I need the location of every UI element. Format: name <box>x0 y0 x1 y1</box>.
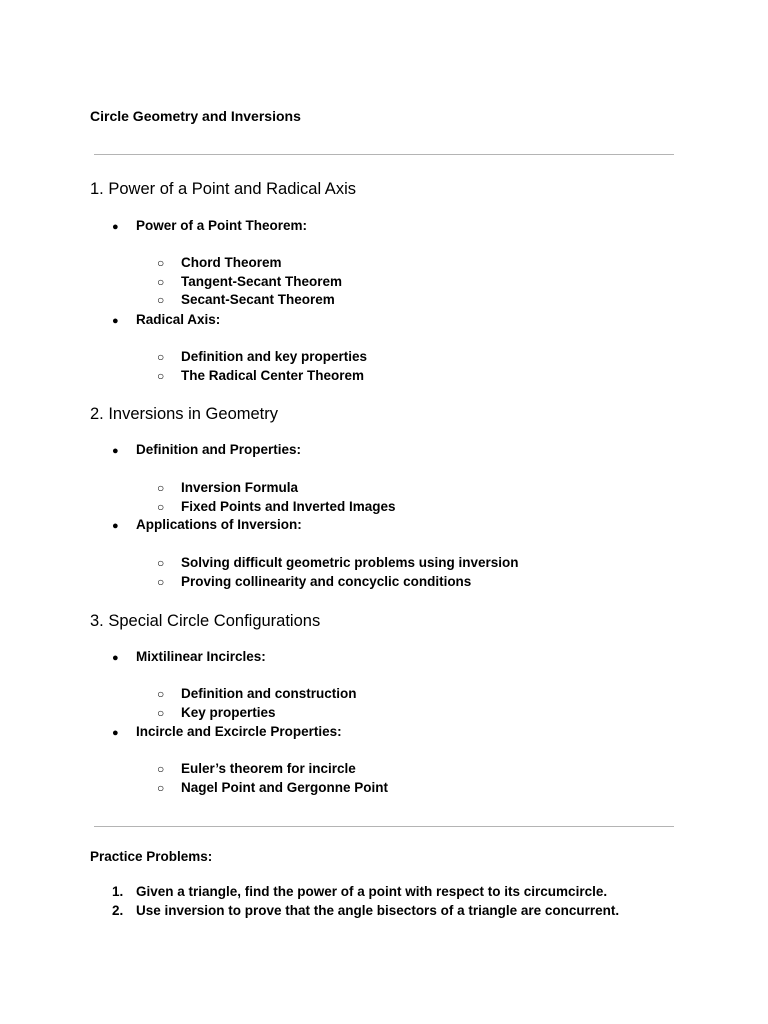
sub-list-item <box>157 573 471 591</box>
list-item-label: Incircle and Excircle Properties: <box>136 724 342 739</box>
bullet-icon: ● <box>112 315 119 327</box>
sub-list-item-label: Nagel Point and Gergonne Point <box>181 780 389 795</box>
numbered-item <box>112 883 607 901</box>
sub-list-item <box>157 479 298 497</box>
section-heading-1: 1. Power of a Point and Radical Axis <box>90 180 356 198</box>
sub-bullet-icon: ○ <box>157 369 165 383</box>
sub-list-item <box>157 254 282 272</box>
sub-list-item <box>157 554 519 572</box>
sub-bullet-icon: ○ <box>157 556 165 570</box>
sub-list-item-label: The Radical Center Theorem <box>181 368 365 383</box>
section-heading-2: 2. Inversions in Geometry <box>90 405 278 423</box>
sub-list-item <box>157 348 367 366</box>
numbered-item <box>112 902 619 920</box>
sub-bullet-icon: ○ <box>157 275 165 289</box>
bullet-icon: ● <box>112 445 119 457</box>
sub-list-item-label: Inversion Formula <box>181 480 299 495</box>
sub-list-item-label: Definition and construction <box>181 686 357 701</box>
document-title: Circle Geometry and Inversions <box>90 108 301 124</box>
list-item-label: Definition and Properties: <box>136 442 302 457</box>
sub-list-item-label: Euler’s theorem for incircle <box>181 761 356 776</box>
sub-list-item-label: Secant-Secant Theorem <box>181 292 335 307</box>
list-item-label: Radical Axis: <box>136 312 221 327</box>
sub-list-item <box>157 685 357 703</box>
divider-bottom <box>94 826 674 827</box>
sub-list-item-label: Proving collinearity and concyclic conditions <box>181 574 472 589</box>
sub-list-item-label: Fixed Points and Inverted Images <box>181 499 396 514</box>
numbered-item-text: Given a triangle, find the power of a point with respect to its circumcircle. <box>136 884 608 899</box>
list-item-label: Applications of Inversion: <box>136 517 302 532</box>
sub-list-item <box>157 704 276 722</box>
sub-bullet-icon: ○ <box>157 762 165 776</box>
bullet-icon: ● <box>112 652 119 664</box>
list-item-label: Mixtilinear Incircles: <box>136 649 266 664</box>
sub-list-item <box>157 291 335 309</box>
sub-list-item <box>157 273 342 291</box>
bullet-icon: ● <box>112 520 119 532</box>
list-item <box>112 217 307 236</box>
list-item <box>112 441 301 460</box>
item-number: 2. <box>112 903 124 918</box>
sub-bullet-icon: ○ <box>157 575 165 589</box>
sub-bullet-icon: ○ <box>157 687 165 701</box>
sub-bullet-icon: ○ <box>157 481 165 495</box>
sub-bullet-icon: ○ <box>157 500 165 514</box>
item-number: 1. <box>112 884 124 899</box>
sub-list-item-label: Solving difficult geometric problems using inversion <box>181 555 519 570</box>
bullet-icon: ● <box>112 727 119 739</box>
list-item-label: Power of a Point Theorem: <box>136 218 308 233</box>
sub-list-item-label: Definition and key properties <box>181 349 368 364</box>
sub-list-item <box>157 367 364 385</box>
bullet-icon: ● <box>112 221 119 233</box>
sub-list-item <box>157 498 396 516</box>
list-item <box>112 516 302 535</box>
numbered-item-text: Use inversion to prove that the angle bisectors of a triangle are concurrent. <box>136 903 620 918</box>
divider-top <box>94 154 674 155</box>
sub-bullet-icon: ○ <box>157 256 165 270</box>
list-item <box>112 311 220 330</box>
list-item <box>112 648 266 667</box>
sub-bullet-icon: ○ <box>157 293 165 307</box>
sub-list-item-label: Key properties <box>181 705 276 720</box>
sub-bullet-icon: ○ <box>157 350 165 364</box>
practice-problems-label: Practice Problems: <box>90 849 213 864</box>
section-heading-3: 3. Special Circle Configurations <box>90 612 321 630</box>
sub-bullet-icon: ○ <box>157 706 165 720</box>
sub-bullet-icon: ○ <box>157 781 165 795</box>
sub-list-item-label: Tangent-Secant Theorem <box>181 274 343 289</box>
sub-list-item <box>157 760 356 778</box>
list-item <box>112 723 342 742</box>
sub-list-item-label: Chord Theorem <box>181 255 282 270</box>
sub-list-item <box>157 779 388 797</box>
